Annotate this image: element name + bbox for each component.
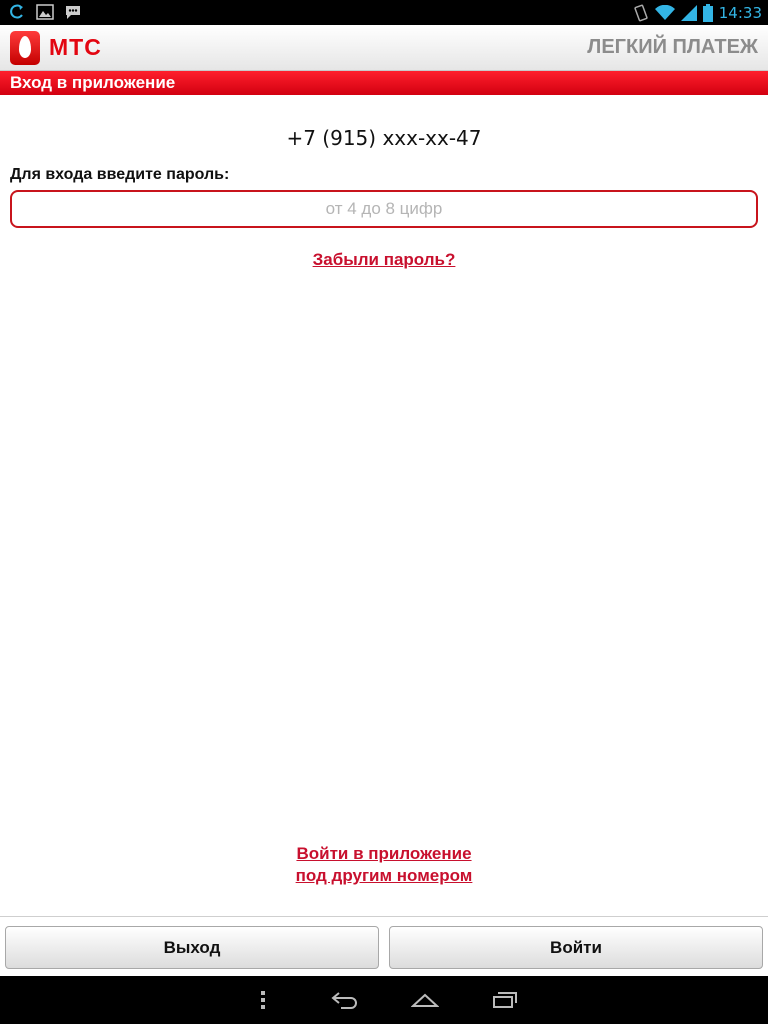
sync-icon bbox=[8, 3, 26, 21]
login-button[interactable]: Войти bbox=[389, 926, 763, 969]
chat-icon bbox=[64, 3, 82, 21]
other-number-link[interactable] bbox=[0, 843, 768, 887]
wifi-icon bbox=[655, 5, 675, 21]
section-title: Вход в приложение bbox=[10, 73, 176, 92]
phone-number: +7 (915) xxx-xx-47 bbox=[286, 126, 482, 150]
mts-egg-logo-icon bbox=[10, 31, 40, 65]
password-input[interactable] bbox=[10, 190, 758, 228]
clock: 14:33 bbox=[718, 3, 762, 22]
status-bar bbox=[0, 0, 768, 25]
navigation-bar bbox=[0, 976, 768, 1024]
divider bbox=[0, 916, 768, 917]
password-label: Для входа введите пароль: bbox=[10, 166, 230, 183]
vibrate-icon bbox=[633, 4, 649, 22]
home-icon[interactable] bbox=[405, 986, 445, 1014]
other-number-link-line1[interactable]: Войти в приложение bbox=[296, 844, 472, 863]
signal-icon bbox=[681, 5, 697, 21]
notification-icons bbox=[8, 3, 82, 21]
app-header bbox=[0, 25, 768, 71]
menu-dots-icon[interactable] bbox=[243, 986, 283, 1014]
exit-button[interactable]: Выход bbox=[5, 926, 379, 969]
forgot-password-container bbox=[0, 250, 768, 270]
app-title: ЛЕГКИЙ ПЛАТЕЖ bbox=[587, 36, 758, 58]
system-icons bbox=[633, 0, 762, 25]
back-icon[interactable] bbox=[325, 986, 365, 1014]
image-icon bbox=[36, 3, 54, 21]
other-number-link-line2[interactable]: под другим номером bbox=[295, 866, 473, 885]
battery-icon bbox=[703, 4, 713, 22]
recent-apps-icon[interactable] bbox=[485, 986, 525, 1014]
forgot-password-link[interactable]: Забыли пароль? bbox=[312, 250, 456, 269]
section-bar bbox=[0, 71, 768, 95]
logo-text: МТС bbox=[49, 34, 102, 60]
